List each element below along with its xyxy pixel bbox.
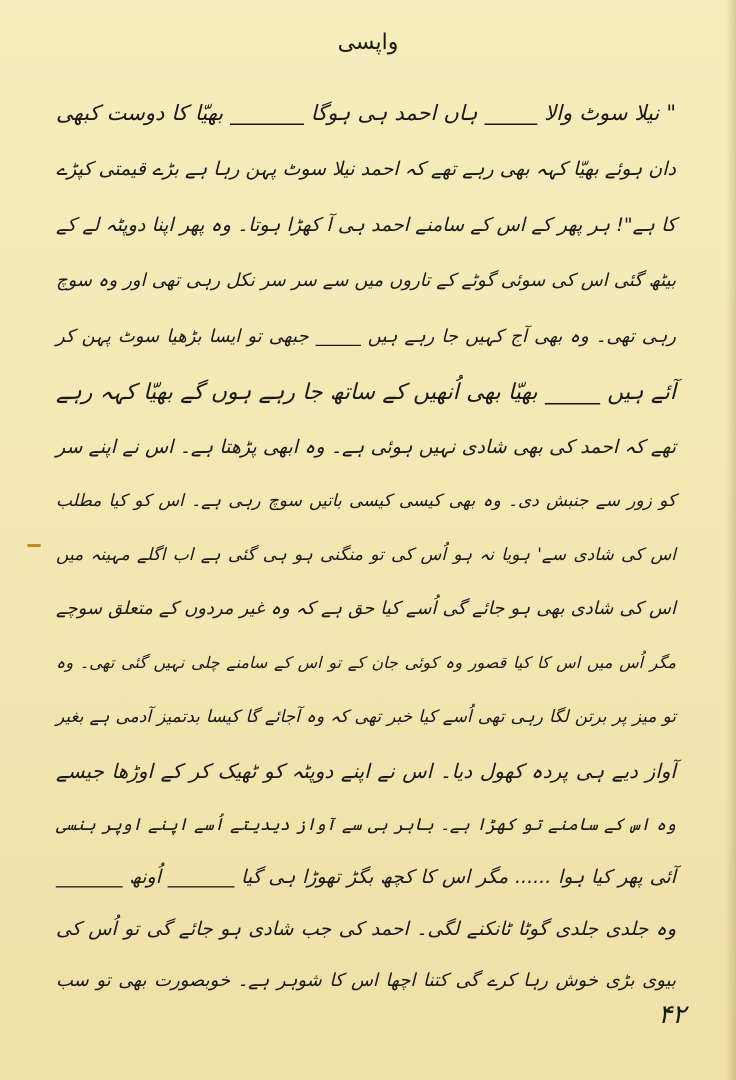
- text-line: آئے ہیں _____ بھیّا بھی اُنھیں کے ساتھ جا رہے ہوں گے بھیّا کہہ رہے: [56, 380, 676, 405]
- text-line: آواز دیے ہی پردہ کھول دیا۔ اس نے اپنے دوپٹہ کو ٹھیک کر کے اوڑھا جیسے: [56, 759, 676, 783]
- text-line: رہی تھی۔ وہ بھی آج کہیں جا رہے ہیں _____ جبھی تو ایسا بڑھیا سوٹ پہن کر: [56, 326, 676, 347]
- page-number: ۴۲: [658, 1000, 686, 1030]
- text-line: وہ جلدی جلدی گوٹا ٹانکنے لگی۔ احمد کی جب شادی ہو جائے گی تو اُس کی: [56, 918, 676, 940]
- text-line: وہ اس کے سامنے تو کھڑا ہے۔ باہر ہی سے آواز دیدیتے اُسے اپنے اوپر ہنسی: [56, 815, 676, 835]
- text-line: دان ہوئے بھیّا کہہ بھی رہے تھے کہ احمد نیلا سوٹ پہن رہا ہے بڑے قیمتی کپڑے: [56, 158, 676, 180]
- page-title: واپسی: [337, 30, 399, 55]
- margin-mark: [27, 544, 41, 547]
- text-line: اس کی شادی بھی ہو جائے گی اُسے کیا حق ہے کہ وہ غیر مردوں کے متعلق سوچے: [56, 598, 676, 619]
- text-line: " نیلا سوٹ والا _____ ہاں احمد ہی ہوگا _______ بھیّا کا دوست کبھی: [56, 101, 676, 125]
- text-line: کو زور سے جنبش دی۔ وہ بھی کیسی کیسی باتیں سوچ رہی ہے۔ اس کو کیا مطلب: [56, 491, 676, 511]
- text-line: کا ہے"! ہر پھر کے اس کے سامنے احمد ہی آ کھڑا ہوتا۔ وہ پھر اپنا دوپٹہ لے کے: [56, 214, 676, 236]
- text-line: آئی پھر کیا ہوا ...... مگر اس کا کچھ بگڑ تھوڑا ہی گیا _______ اُونھ _______: [56, 866, 676, 888]
- text-line: بیٹھ گئی اس کی سوئی گوٹے کے تاروں میں سے سر سر نکل رہی تھی اور وہ سوچ: [56, 270, 676, 291]
- page-edge-shadow: [726, 0, 736, 1080]
- text-line: بیوی بڑی خوش رہا کرے گی کتنا اچھا اس کا شوہر ہے۔ خوبصورت بھی تو سب: [56, 970, 676, 991]
- text-line: اس کی شادی سے' ہویا نہ ہو اُس کی تو منگنی ہو ہی گئی ہے اب اگلے مہینہ میں: [56, 545, 676, 565]
- text-line: مگر اُس میں اس کا کیا قصور وہ کوئی جان کے تو اس کے سامنے چلی نہیں گئی تھی۔ وہ: [56, 653, 677, 672]
- text-line: تھے کہ احمد کی بھی شادی نہیں ہوئی ہے۔ وہ ابھی پڑھتا ہے۔ اس نے اپنے سر: [56, 436, 676, 458]
- text-line: تو میز پر برتن لگا رہی تھی اُسے کیا خبر تھی کہ وہ آجائے گا کیسا بدتمیز آدمی ہے بغیر: [56, 707, 676, 727]
